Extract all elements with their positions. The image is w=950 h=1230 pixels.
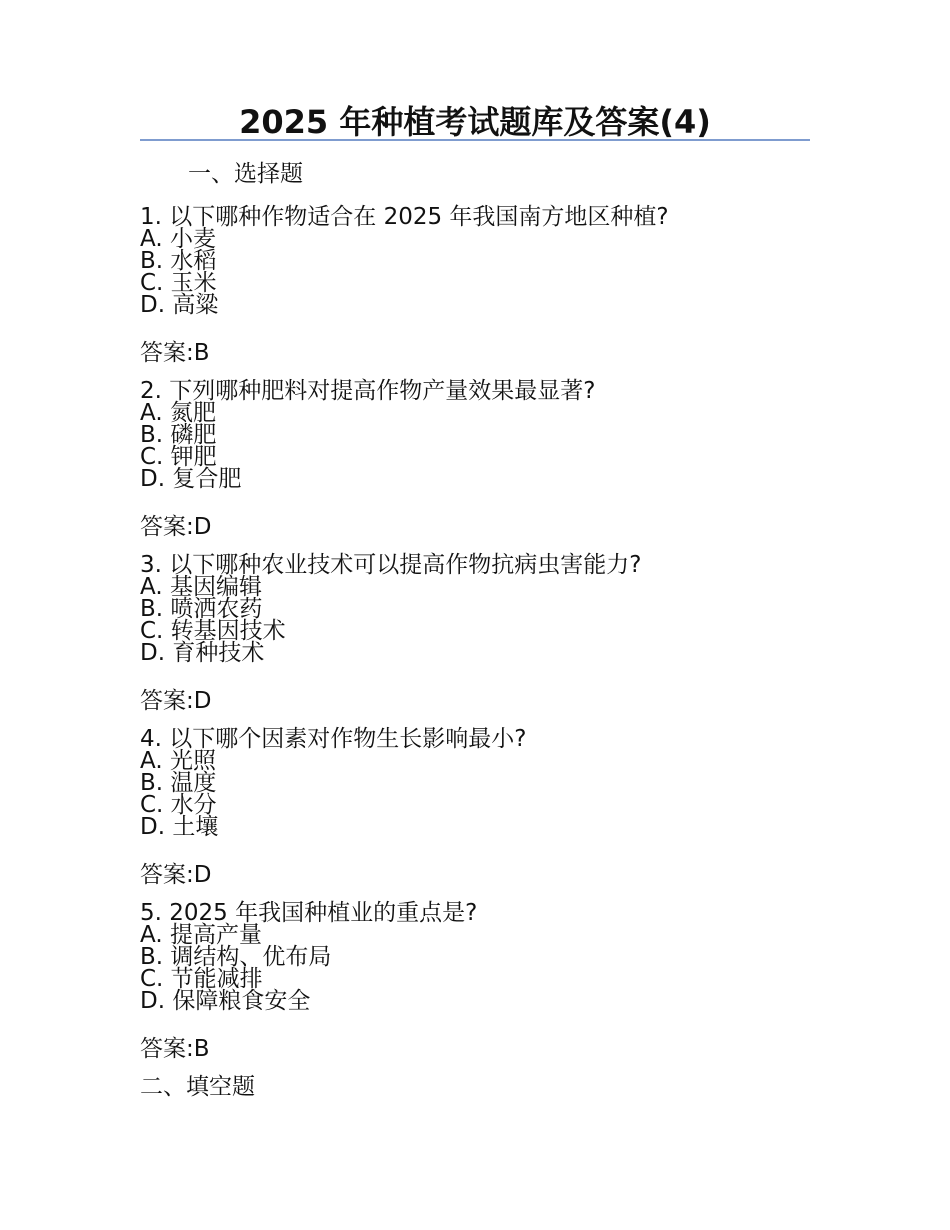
option-d: D. 土壤 bbox=[140, 814, 219, 840]
question-3 bbox=[140, 554, 641, 712]
question-2 bbox=[140, 380, 595, 538]
section-heading-fill-in-blank: 二、填空题 bbox=[140, 1074, 255, 1100]
option-c: C. 节能减排 bbox=[140, 966, 263, 992]
option-a: A. 光照 bbox=[140, 748, 216, 774]
question-4 bbox=[140, 728, 526, 886]
option-b: B. 喷洒农药 bbox=[140, 596, 263, 622]
option-a: A. 氮肥 bbox=[140, 400, 216, 426]
option-c: C. 玉米 bbox=[140, 270, 217, 296]
question-text: 5. 2025 年我国种植业的重点是? bbox=[140, 900, 478, 926]
option-c: C. 钾肥 bbox=[140, 444, 217, 470]
option-c: C. 转基因技术 bbox=[140, 618, 286, 644]
option-b: B. 温度 bbox=[140, 770, 217, 796]
option-d: D. 保障粮食安全 bbox=[140, 988, 311, 1014]
answer: 答案:D bbox=[140, 514, 212, 540]
option-a: A. 提高产量 bbox=[140, 922, 262, 948]
option-d: D. 育种技术 bbox=[140, 640, 265, 666]
question-1 bbox=[140, 206, 669, 364]
answer: 答案:B bbox=[140, 1036, 210, 1062]
answer: 答案:D bbox=[140, 862, 212, 888]
question-text: 3. 以下哪种农业技术可以提高作物抗病虫害能力? bbox=[140, 552, 642, 578]
title-underline bbox=[140, 139, 810, 141]
section-heading-multiple-choice: 一、选择题 bbox=[188, 161, 303, 187]
option-b: B. 磷肥 bbox=[140, 422, 217, 448]
question-text: 4. 以下哪个因素对作物生长影响最小? bbox=[140, 726, 527, 752]
option-a: A. 基因编辑 bbox=[140, 574, 262, 600]
question-text: 2. 下列哪种肥料对提高作物产量效果最显著? bbox=[140, 378, 596, 404]
option-c: C. 水分 bbox=[140, 792, 217, 818]
option-b: B. 水稻 bbox=[140, 248, 217, 274]
option-b: B. 调结构、优布局 bbox=[140, 944, 332, 970]
answer: 答案:B bbox=[140, 340, 210, 366]
question-5 bbox=[140, 902, 477, 1060]
question-text: 1. 以下哪种作物适合在 2025 年我国南方地区种植? bbox=[140, 204, 669, 230]
option-a: A. 小麦 bbox=[140, 226, 216, 252]
option-d: D. 复合肥 bbox=[140, 466, 242, 492]
option-d: D. 高粱 bbox=[140, 292, 219, 318]
answer: 答案:D bbox=[140, 688, 212, 714]
document-title: 2025 年种植考试题库及答案(4) bbox=[239, 103, 711, 141]
